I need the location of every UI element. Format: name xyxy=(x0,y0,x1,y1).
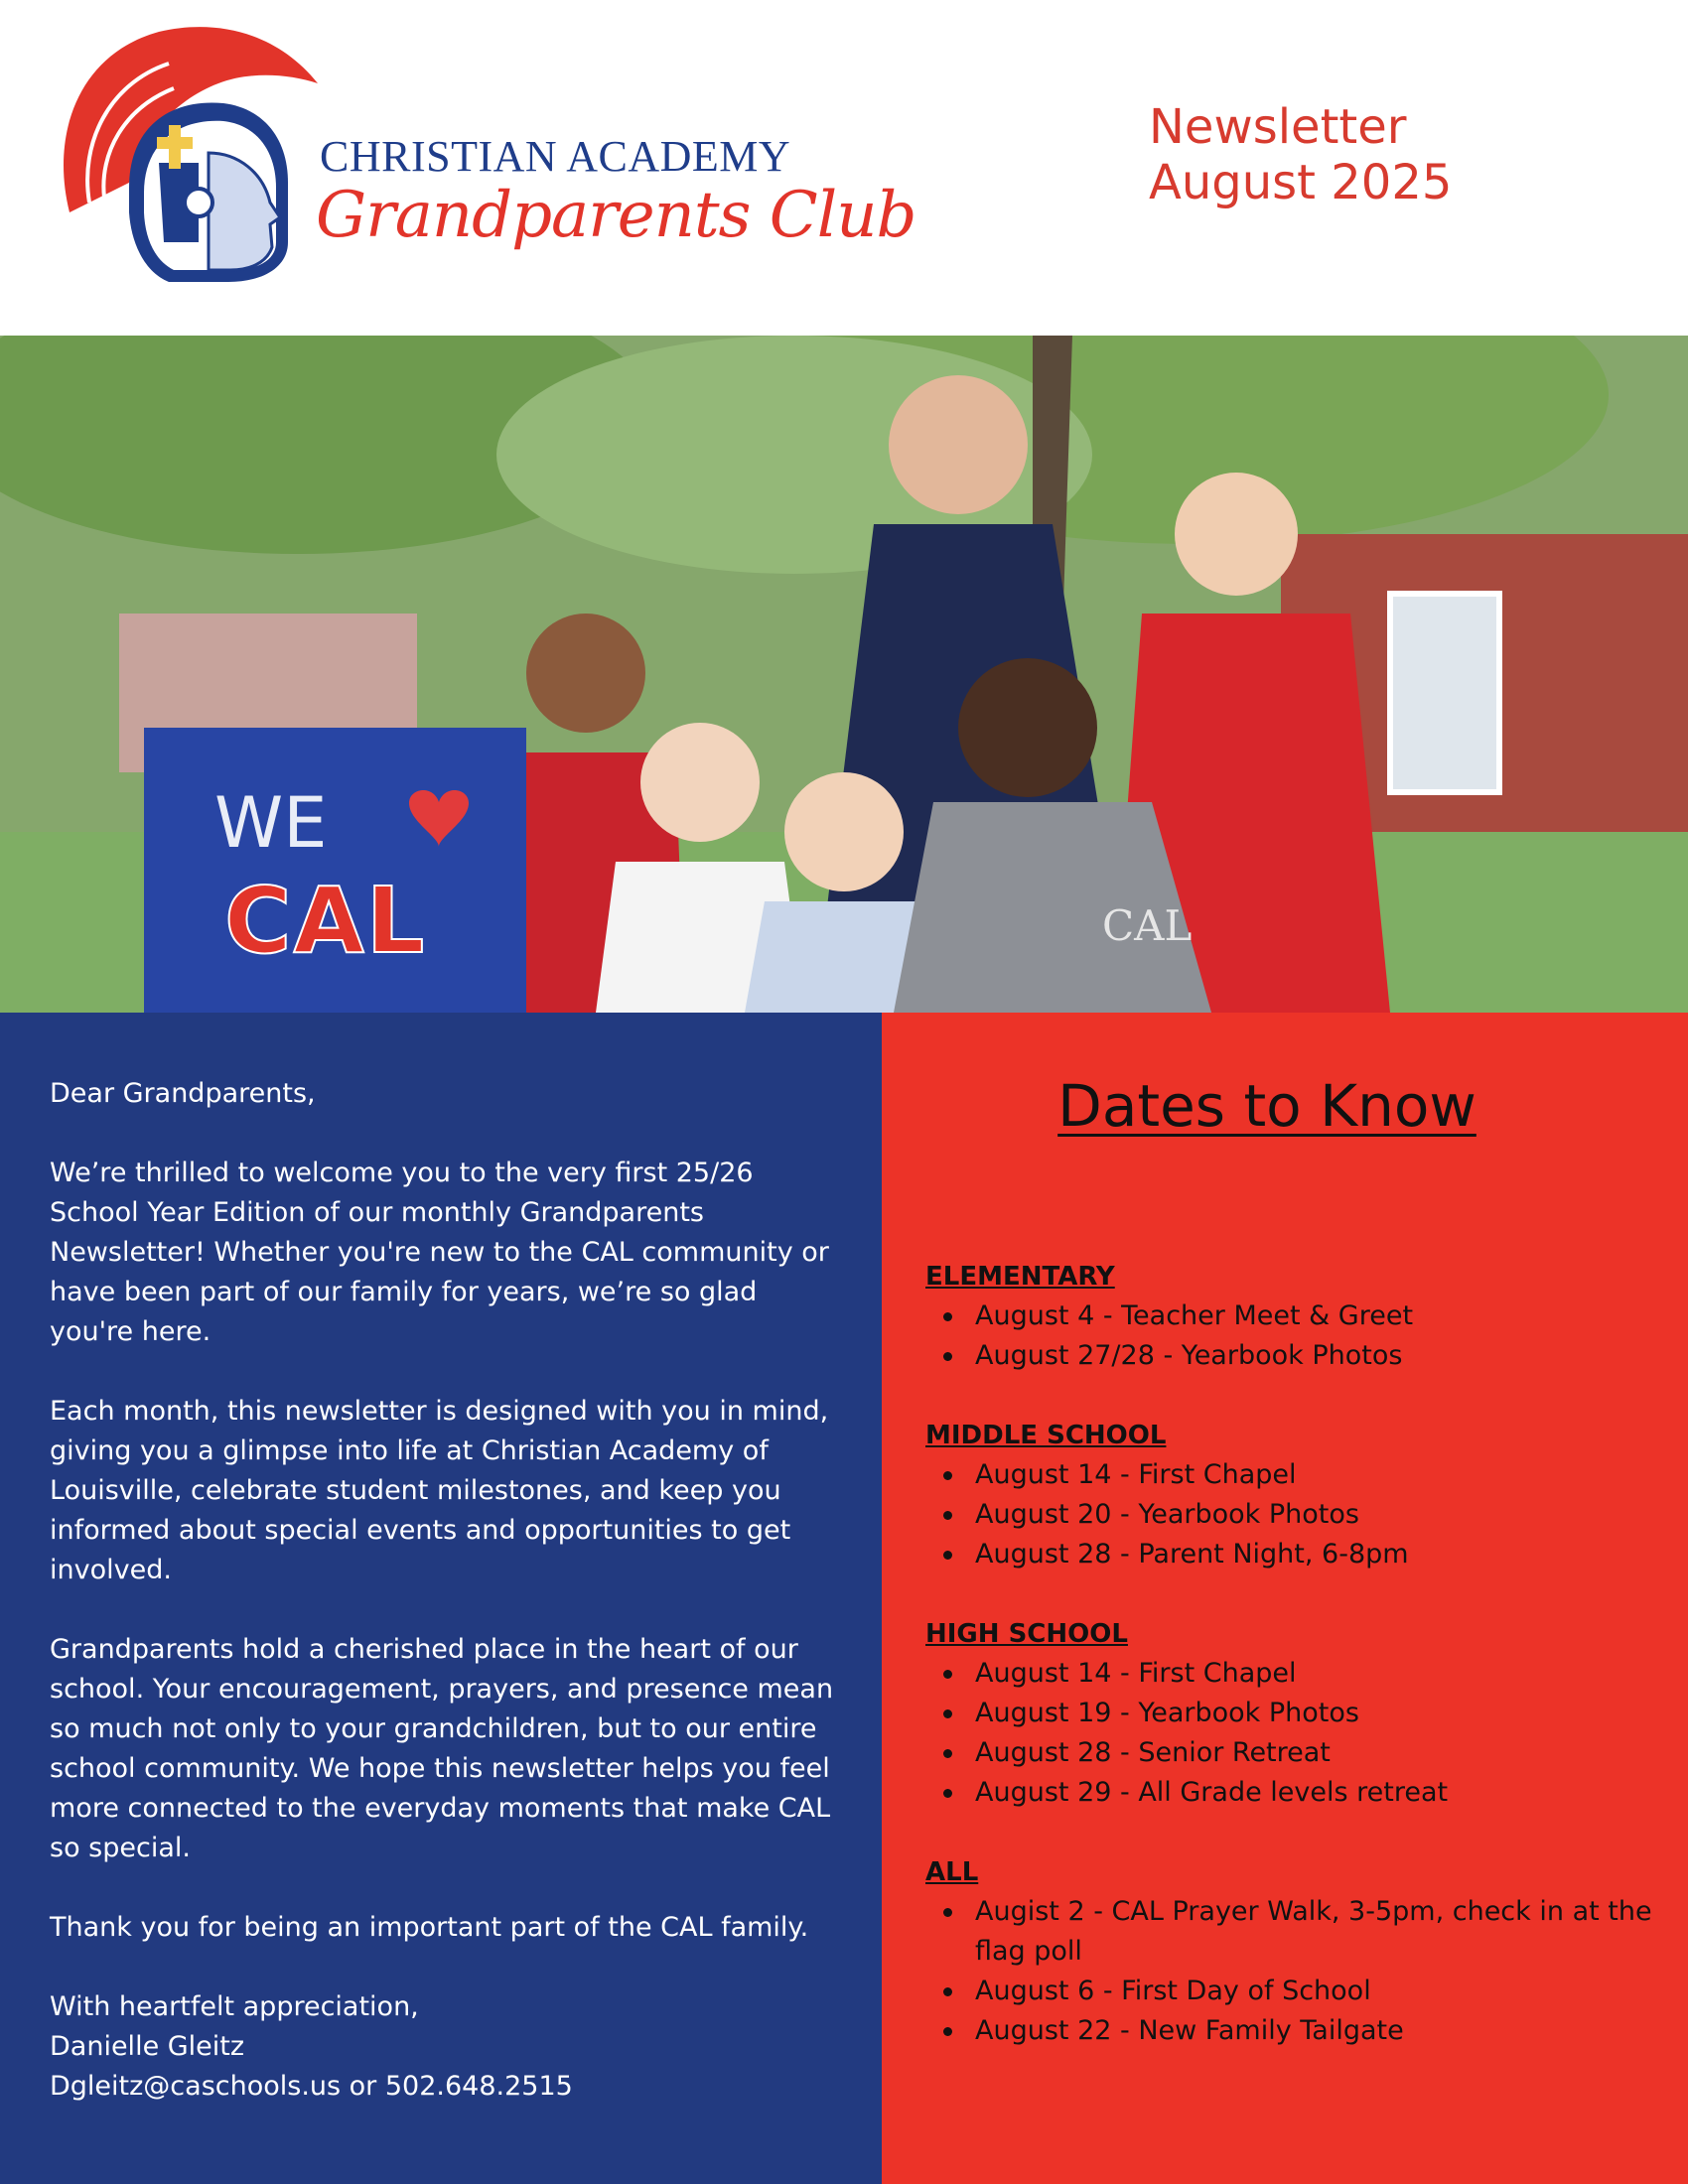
date-item: August 28 - Parent Night, 6-8pm xyxy=(975,1535,1660,1574)
sweatshirt-cal-text: CAL xyxy=(1102,901,1193,950)
letter-paragraph: Grandparents hold a cherished place in the heart of our school. Your encouragement, prayers, and presence mean so much not only to your grandchildren, but to our entire school community. We hope this newsletter helps you feel more connected to the everyday moments that make CAL so special. xyxy=(50,1634,834,1863)
dates-to-know-title: Dates to Know xyxy=(1057,1072,1477,1140)
section-heading: HIGH SCHOOL xyxy=(925,1619,1128,1649)
logo-title: CHRISTIAN ACADEMY xyxy=(320,132,791,181)
sign-we-text: WE xyxy=(214,782,328,864)
date-item: August 4 - Teacher Meet & Greet xyxy=(975,1297,1660,1336)
date-item: August 28 - Senior Retreat xyxy=(975,1733,1660,1773)
dates-section-high-school xyxy=(925,1614,1660,1813)
welcome-letter xyxy=(50,1074,844,2107)
section-heading: ALL xyxy=(925,1857,979,1887)
section-heading: MIDDLE SCHOOL xyxy=(925,1421,1167,1450)
dates-section-elementary xyxy=(925,1257,1660,1376)
dates-section-middle-school xyxy=(925,1416,1660,1574)
newsletter-date: August 2025 xyxy=(1149,155,1453,210)
spartan-helmet-logo xyxy=(50,14,338,302)
letter-signer: Danielle Gleitz xyxy=(50,2031,245,2062)
section-heading: ELEMENTARY xyxy=(925,1262,1115,1292)
letter-paragraph: We’re thrilled to welcome you to the very first 25/26 School Year Edition of our monthly Grandparents Newsletter! Whether you're new to the CAL community or have been part of our family for years, we’re so glad you're here. xyxy=(50,1158,829,1347)
logo-subtitle: Grandparents Club xyxy=(316,179,916,252)
dates-list xyxy=(925,1257,1660,2091)
date-item: August 27/28 - Yearbook Photos xyxy=(975,1336,1660,1376)
date-item: August 14 - First Chapel xyxy=(975,1654,1660,1694)
date-item: August 20 - Yearbook Photos xyxy=(975,1495,1660,1535)
sign-cal-text: CAL xyxy=(224,868,427,974)
newsletter-title xyxy=(1149,99,1452,210)
letter-paragraph: Each month, this newsletter is designed with you in mind, giving you a glimpse into life at Christian Academy of Louisville, celebrate student milestones, and keep you informed about special events and opportunities to get involved. xyxy=(50,1396,829,1585)
date-item: August 14 - First Chapel xyxy=(975,1455,1660,1495)
date-item: August 6 - First Day of School xyxy=(975,1972,1660,2011)
dates-section-all xyxy=(925,1852,1660,2051)
date-item: August 22 - New Family Tailgate xyxy=(975,2011,1660,2051)
date-item: Augist 2 - CAL Prayer Walk, 3-5pm, check in at the flag poll xyxy=(975,1892,1660,1972)
newsletter-label: Newsletter xyxy=(1149,99,1407,155)
letter-closing: With heartfelt appreciation, xyxy=(50,1991,419,2022)
letter-paragraph: Thank you for being an important part of the CAL family. xyxy=(50,1912,809,1943)
letter-contact: Dgleitz@caschools.us or 502.648.2515 xyxy=(50,2071,573,2102)
students-photo xyxy=(0,336,1688,1013)
letter-greeting: Dear Grandparents, xyxy=(50,1078,316,1109)
header xyxy=(0,0,1688,336)
date-item: August 19 - Yearbook Photos xyxy=(975,1694,1660,1733)
date-item: August 29 - All Grade levels retreat xyxy=(975,1773,1660,1813)
